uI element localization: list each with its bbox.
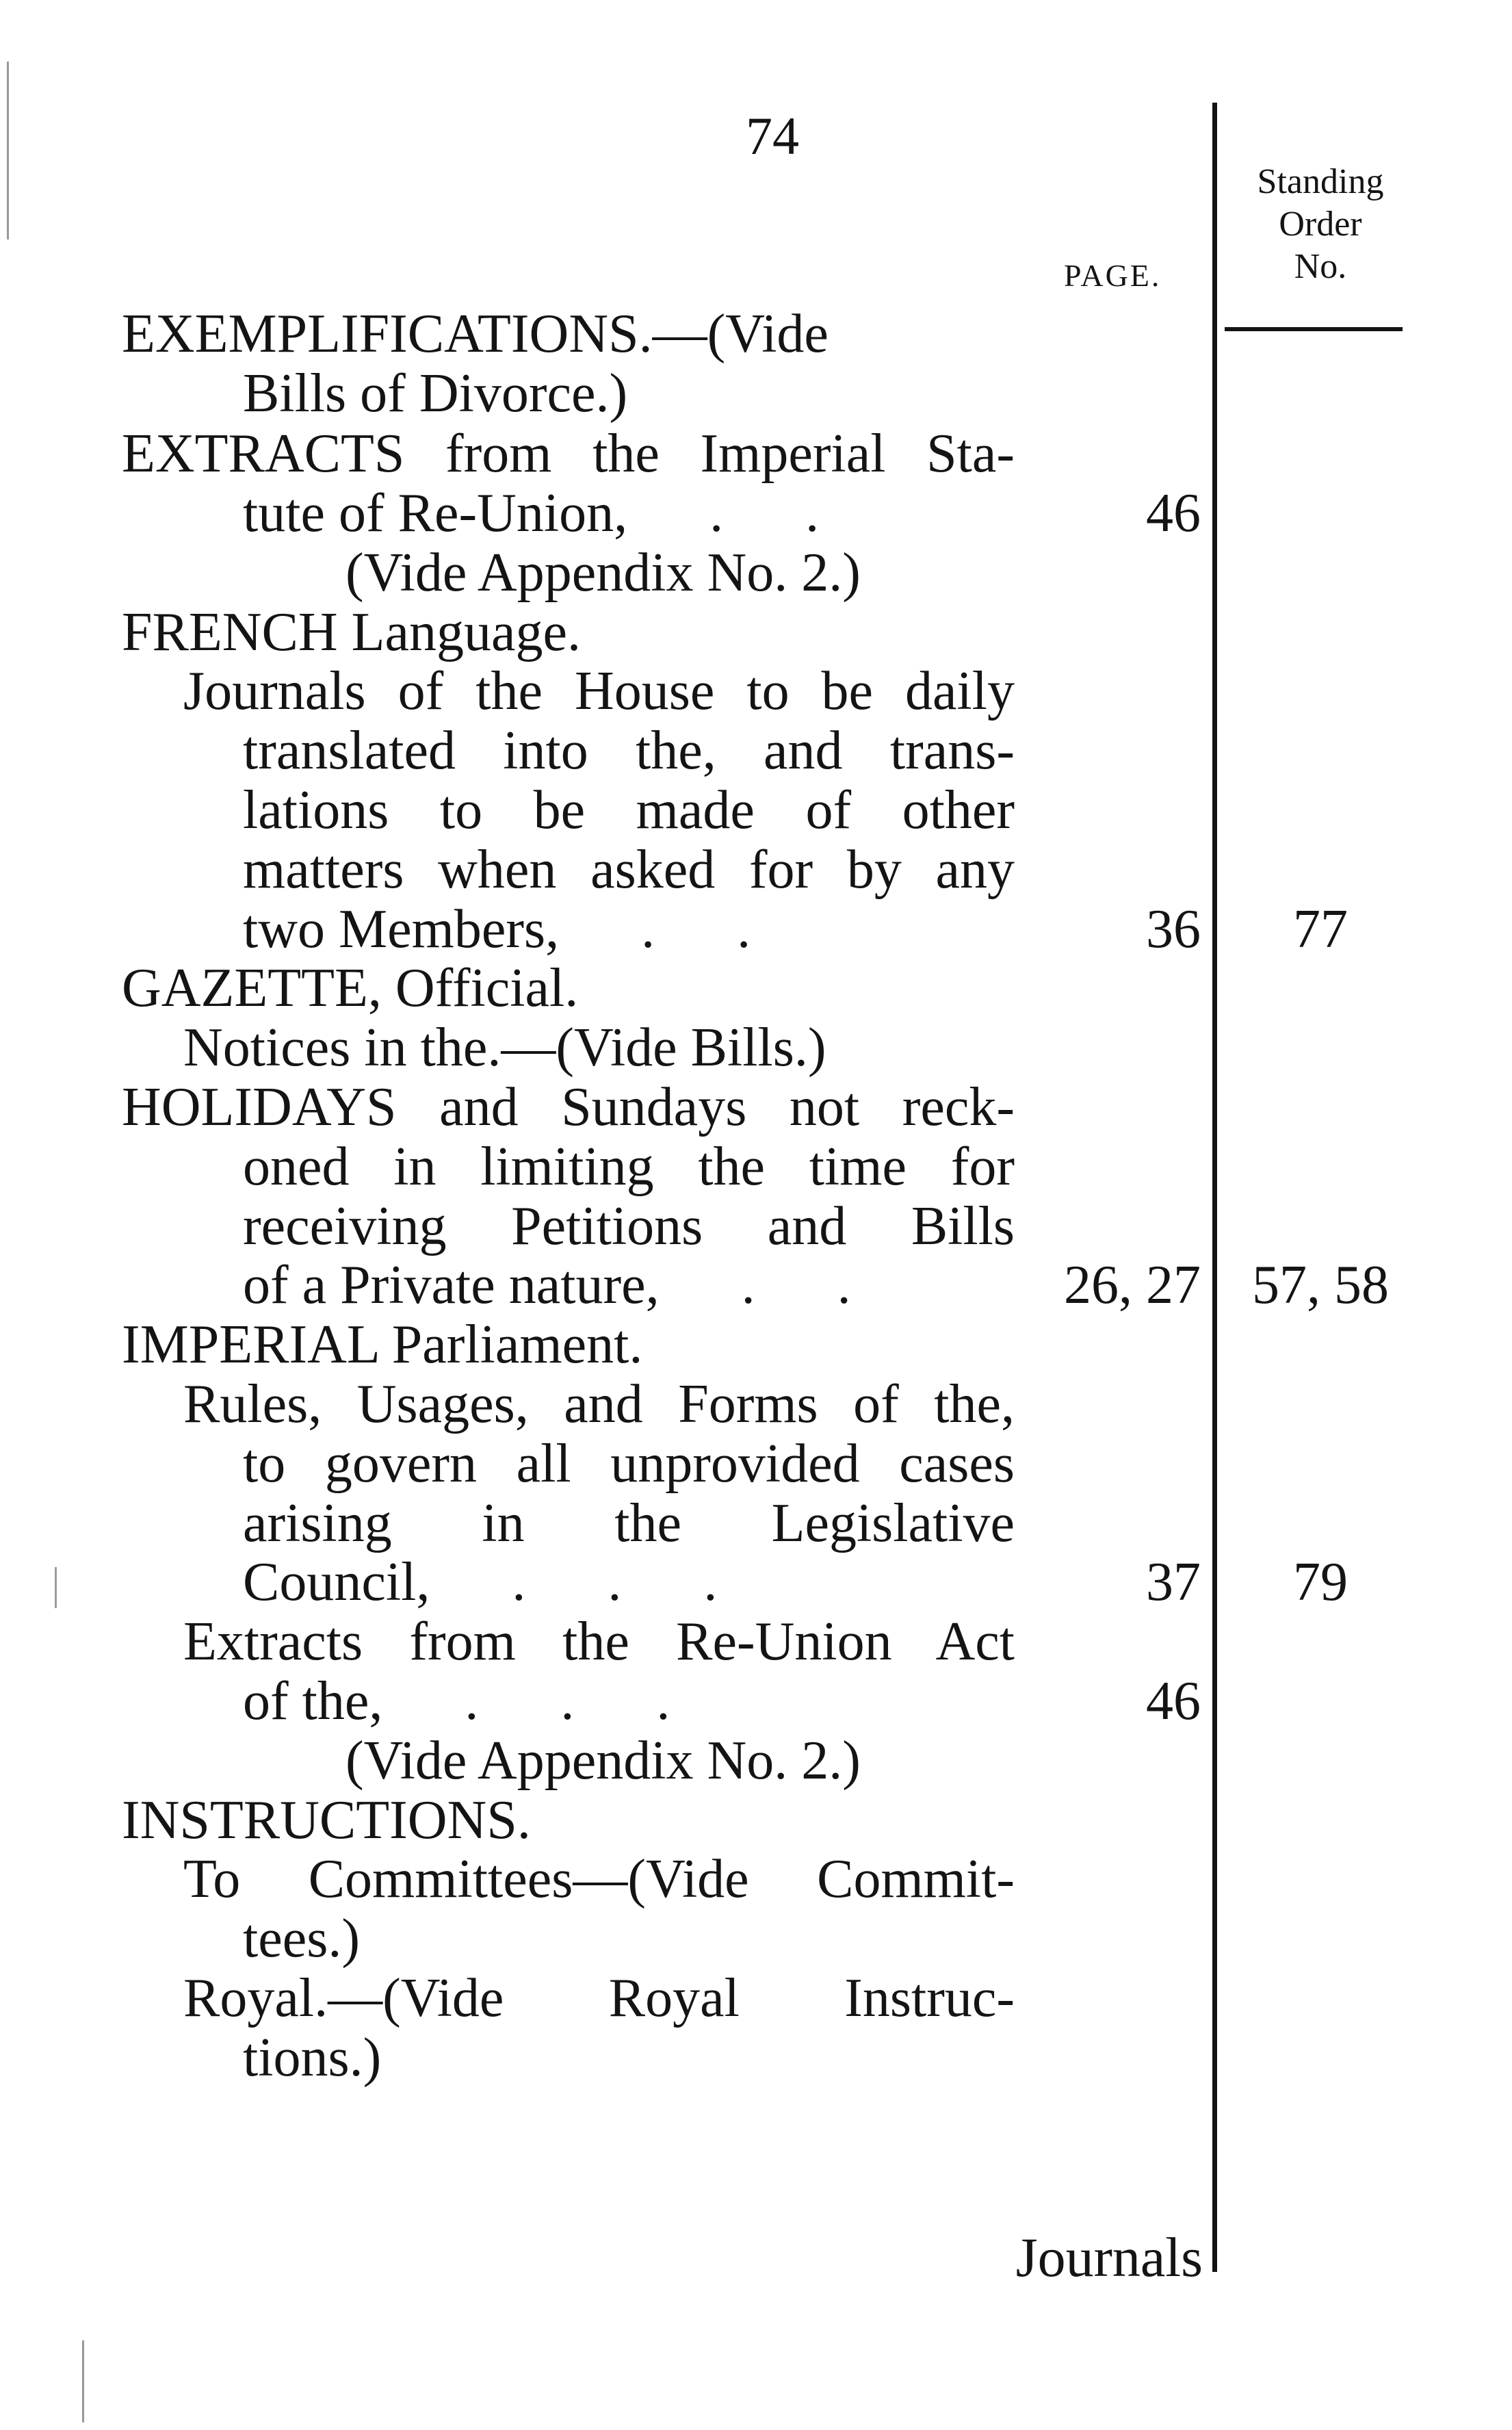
standing-order-header-line: Order xyxy=(1279,205,1362,244)
entry-line: EXEMPLIFICATIONS.—(Vide xyxy=(122,304,829,364)
page-reference: 26, 27 xyxy=(1064,1255,1201,1315)
entry-line: tute of Re-Union, . . xyxy=(243,483,820,543)
entry-line: Rules, Usages, and Forms of the, xyxy=(183,1374,1015,1434)
entry-line: IMPERIAL Parliament. xyxy=(122,1315,643,1375)
entry-line: Royal.—(Vide Royal Instruc- xyxy=(183,1968,1015,2028)
catchword: Journals xyxy=(1015,2226,1203,2288)
entry-line: FRENCH Language. xyxy=(122,602,582,662)
scan-speck xyxy=(7,62,9,240)
entry-line: To Committees—(Vide Commit- xyxy=(183,1849,1015,1909)
entry-line: tions.) xyxy=(243,2028,382,2088)
page-column-header: PAGE. xyxy=(1064,258,1162,293)
entry-line: translated into the, and trans- xyxy=(243,721,1015,781)
entry-line: GAZETTE, Official. xyxy=(122,958,579,1018)
entry-line: Journals of the House to be daily xyxy=(183,661,1015,721)
entry-line: two Members, . . xyxy=(243,899,751,959)
page-reference: 46 xyxy=(1146,1671,1201,1731)
page-reference: 36 xyxy=(1146,899,1201,959)
entry-line: Notices in the.—(Vide Bills.) xyxy=(183,1018,826,1078)
scan-speck xyxy=(55,1567,57,1608)
entry-line: EXTRACTS from the Imperial Sta- xyxy=(122,424,1015,484)
header-underline-rule xyxy=(1225,327,1403,331)
standing-order-reference: 57, 58 xyxy=(1252,1255,1389,1315)
page-number: 74 xyxy=(746,106,799,166)
column-divider-rule xyxy=(1212,103,1217,2272)
entry-line: to govern all unprovided cases xyxy=(243,1434,1015,1494)
entry-line: HOLIDAYS and Sundays not reck- xyxy=(122,1077,1015,1137)
entry-line: of the, . . . xyxy=(243,1671,670,1731)
entry-line: (Vide Appendix No. 2.) xyxy=(346,1731,861,1791)
entry-line: (Vide Appendix No. 2.) xyxy=(346,543,861,603)
standing-order-header-line: Standing xyxy=(1257,162,1384,201)
entry-line: tees.) xyxy=(243,1909,361,1969)
page-reference: 37 xyxy=(1146,1552,1201,1612)
standing-order-reference: 79 xyxy=(1293,1552,1348,1612)
entry-line: arising in the Legislative xyxy=(243,1493,1015,1553)
standing-order-reference: 77 xyxy=(1293,899,1348,959)
entry-line: Council, . . . xyxy=(243,1552,718,1612)
entry-line: Bills of Divorce.) xyxy=(243,363,628,424)
entry-line: INSTRUCTIONS. xyxy=(122,1790,531,1850)
entry-line: receiving Petitions and Bills xyxy=(243,1196,1015,1256)
standing-order-header-line: No. xyxy=(1294,247,1347,286)
scan-speck xyxy=(82,2340,84,2422)
entry-line: matters when asked for by any xyxy=(243,840,1015,900)
entry-line: lations to be made of other xyxy=(243,780,1015,840)
entry-line: Extracts from the Re-Union Act xyxy=(183,1612,1015,1672)
page-reference: 46 xyxy=(1146,483,1201,543)
entry-line: of a Private nature, . . xyxy=(243,1255,851,1315)
entry-line: oned in limiting the time for xyxy=(243,1137,1015,1197)
